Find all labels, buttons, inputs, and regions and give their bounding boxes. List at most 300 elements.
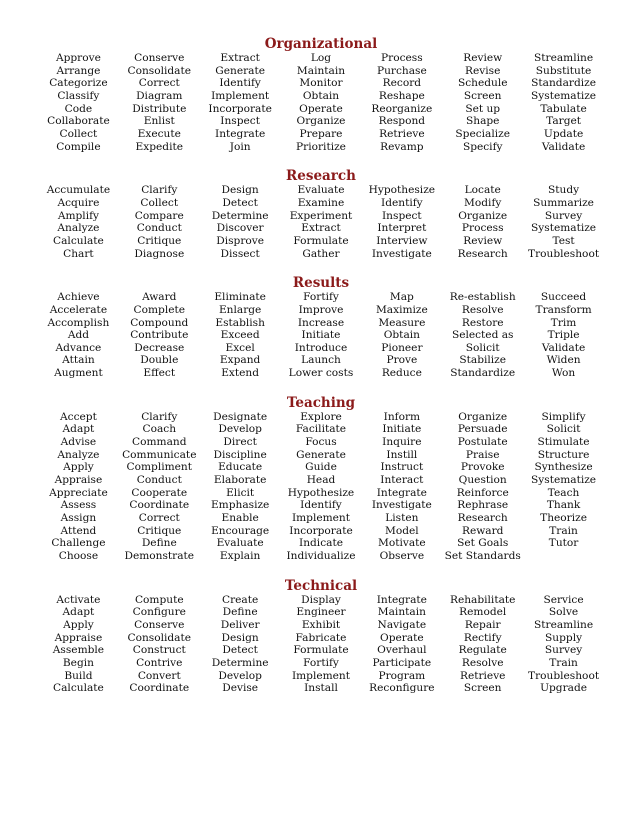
verb-cell: Coach xyxy=(142,423,177,436)
verb-cell: Train xyxy=(549,656,578,669)
verb-cell: Develop xyxy=(218,669,262,682)
verb-cell: Extract xyxy=(301,222,341,235)
verb-cell: Upgrade xyxy=(540,682,588,695)
word-grid-technical xyxy=(38,594,604,695)
verb-cell: Instill xyxy=(386,448,418,461)
verb-cell: Extract xyxy=(220,52,260,64)
verb-cell: Analyze xyxy=(57,448,100,461)
verb-cell: Develop xyxy=(218,423,262,436)
verb-cell: Conduct xyxy=(136,222,182,235)
verb-cell: Indicate xyxy=(299,537,343,550)
verb-cell: Survey xyxy=(544,644,583,657)
verb-cell: Succeed xyxy=(540,291,587,304)
verb-cell: Operate xyxy=(299,102,343,115)
verb-cell: Implement xyxy=(291,512,351,525)
verb-cell: Measure xyxy=(378,316,426,329)
verb-cell: Correct xyxy=(138,512,180,525)
verb-cell: Regulate xyxy=(458,644,507,657)
verb-cell: Critique xyxy=(137,524,182,537)
verb-cell: Rectify xyxy=(463,631,502,644)
action-verbs-document xyxy=(38,37,604,695)
verb-cell: Explore xyxy=(300,410,342,423)
verb-cell: Streamline xyxy=(534,618,594,631)
verb-cell: Teach xyxy=(547,486,580,499)
verb-cell: Modify xyxy=(464,196,502,209)
verb-cell: Interview xyxy=(376,234,428,247)
verb-cell: Encourage xyxy=(211,524,270,537)
verb-cell: Discover xyxy=(216,222,264,235)
verb-cell: Classify xyxy=(57,89,100,102)
verb-cell: Categorize xyxy=(49,77,108,90)
verb-cell: Service xyxy=(543,593,584,606)
verb-cell: Lower costs xyxy=(288,367,354,380)
verb-cell: Effect xyxy=(143,367,176,380)
verb-cell: Instruct xyxy=(380,461,424,474)
verb-cell: Advise xyxy=(60,436,97,449)
verb-cell: Participate xyxy=(372,656,432,669)
verb-cell: Organize xyxy=(458,410,508,423)
verb-cell: Attain xyxy=(62,354,95,367)
verb-cell: Investigate xyxy=(371,499,432,512)
verb-cell: Initiate xyxy=(301,329,341,342)
section-research xyxy=(38,169,604,260)
verb-cell: Investigate xyxy=(371,247,432,260)
verb-cell: Detect xyxy=(222,196,258,209)
verb-cell: Process xyxy=(461,222,504,235)
verb-cell: Decrease xyxy=(134,341,185,354)
verb-cell: Exhibit xyxy=(301,618,341,631)
verb-cell: Operate xyxy=(380,631,424,644)
verb-cell: Generate xyxy=(215,64,265,77)
verb-cell: Substitute xyxy=(535,64,592,77)
verb-cell: Launch xyxy=(301,354,341,367)
verb-cell: Define xyxy=(141,537,177,550)
verb-cell: Extend xyxy=(221,367,260,380)
verb-cell: Theorize xyxy=(540,512,587,525)
verb-cell: Formulate xyxy=(293,234,349,247)
verb-cell: Approve xyxy=(55,52,101,64)
verb-cell: Critique xyxy=(137,234,182,247)
verb-cell: Model xyxy=(385,524,419,537)
section-teaching xyxy=(38,396,604,563)
verb-cell: Create xyxy=(221,593,259,606)
verb-cell: Attend xyxy=(60,524,97,537)
verb-cell: Apply xyxy=(63,618,94,631)
verb-cell: Maintain xyxy=(377,606,426,619)
verb-cell: Inspect xyxy=(382,209,422,222)
verb-cell: Interpret xyxy=(377,222,427,235)
verb-cell: Collect xyxy=(59,127,98,140)
verb-cell: Award xyxy=(142,291,177,304)
verb-cell: Challenge xyxy=(51,537,106,550)
verb-cell: Contribute xyxy=(130,329,189,342)
verb-cell: Diagram xyxy=(136,89,183,102)
verb-cell: Compile xyxy=(56,140,101,153)
verb-cell: Incorporate xyxy=(289,524,353,537)
verb-cell: Inform xyxy=(383,410,421,423)
verb-cell: Elaborate xyxy=(213,474,267,487)
verb-cell: Tabulate xyxy=(540,102,587,115)
verb-cell: Study xyxy=(548,184,580,197)
verb-cell: Retrieve xyxy=(379,127,425,140)
word-grid-research xyxy=(38,184,604,260)
verb-cell: Complete xyxy=(133,303,186,316)
verb-cell: Apply xyxy=(63,461,94,474)
verb-cell: Maximize xyxy=(375,303,428,316)
verb-cell: Eliminate xyxy=(214,291,266,304)
verb-cell: Reinforce xyxy=(456,486,509,499)
verb-cell: Install xyxy=(304,682,338,695)
verb-cell: Reward xyxy=(461,524,504,537)
verb-cell: Review xyxy=(463,234,503,247)
verb-cell: Build xyxy=(64,669,93,682)
verb-cell: Determine xyxy=(211,656,269,669)
verb-cell: Consolidate xyxy=(127,64,192,77)
verb-cell: Log xyxy=(310,52,332,64)
verb-cell: Accomplish xyxy=(47,316,110,329)
verb-cell: Inquire xyxy=(382,436,422,449)
verb-cell: Shape xyxy=(465,115,500,128)
verb-cell: Double xyxy=(140,354,179,367)
verb-cell: Solve xyxy=(548,606,579,619)
verb-cell: Troubleshoot xyxy=(528,669,600,682)
verb-cell: Validate xyxy=(541,341,586,354)
verb-cell: Observe xyxy=(379,550,425,562)
verb-cell: Demonstrate xyxy=(124,550,195,562)
verb-cell: Reorganize xyxy=(371,102,433,115)
verb-cell: Validate xyxy=(541,140,586,153)
verb-cell: Restore xyxy=(461,316,504,329)
verb-cell: Screen xyxy=(463,89,502,102)
verb-cell: Inspect xyxy=(220,115,260,128)
verb-cell: Adapt xyxy=(62,606,95,619)
verb-cell: Generate xyxy=(296,448,346,461)
word-grid-teaching xyxy=(38,411,604,563)
verb-cell: Incorporate xyxy=(208,102,272,115)
verb-cell: Acquire xyxy=(57,196,100,209)
verb-cell: Deliver xyxy=(220,618,260,631)
verb-cell: Elicit xyxy=(226,486,255,499)
verb-cell: Join xyxy=(229,140,251,153)
verb-cell: Augment xyxy=(54,367,103,380)
verb-cell: Distribute xyxy=(132,102,187,115)
verb-cell: Define xyxy=(222,606,258,619)
verb-cell: Enlarge xyxy=(218,303,262,316)
verb-cell: Coordinate xyxy=(129,682,190,695)
verb-cell: Guide xyxy=(305,461,337,474)
verb-cell: Praise xyxy=(465,448,500,461)
verb-cell: Hypothesize xyxy=(368,184,436,197)
verb-cell: Chart xyxy=(63,247,94,260)
verb-cell: Clarify xyxy=(141,410,178,423)
verb-cell: Appraise xyxy=(54,631,103,644)
verb-cell: Solicit xyxy=(465,341,500,354)
verb-cell: Reconfigure xyxy=(369,682,435,695)
verb-cell: Advance xyxy=(55,341,102,354)
verb-cell: Display xyxy=(301,593,341,606)
verb-cell: Structure xyxy=(537,448,590,461)
verb-cell: Compliment xyxy=(126,461,193,474)
verb-cell: Accumulate xyxy=(46,184,111,197)
verb-cell: Repair xyxy=(464,618,501,631)
verb-cell: Revise xyxy=(465,64,501,77)
verb-cell: Purchase xyxy=(376,64,427,77)
verb-cell: Solicit xyxy=(546,423,581,436)
verb-cell: Adapt xyxy=(62,423,95,436)
verb-cell: Stabilize xyxy=(459,354,507,367)
verb-cell: Coordinate xyxy=(129,499,190,512)
section-technical xyxy=(38,579,604,695)
verb-cell: Target xyxy=(546,115,582,128)
verb-cell: Troubleshoot xyxy=(528,247,600,260)
verb-cell: Communicate xyxy=(122,448,197,461)
verb-cell: Activate xyxy=(56,593,101,606)
verb-cell: Test xyxy=(552,234,575,247)
verb-cell: Clarify xyxy=(141,184,178,197)
verb-cell: Implement xyxy=(211,89,270,102)
verb-cell: Prove xyxy=(386,354,418,367)
verb-cell: Synthesize xyxy=(534,461,593,474)
verb-cell: Add xyxy=(67,329,90,342)
verb-cell: Examine xyxy=(297,196,345,209)
verb-cell: Compound xyxy=(130,316,189,329)
verb-cell: Appreciate xyxy=(49,486,108,499)
verb-cell: Prioritize xyxy=(296,140,346,153)
verb-cell: Program xyxy=(378,669,426,682)
verb-cell: Provoke xyxy=(460,461,505,474)
verb-cell: Summarize xyxy=(533,196,594,209)
verb-cell: Accelerate xyxy=(49,303,108,316)
verb-cell: Assemble xyxy=(52,644,105,657)
verb-cell: Revamp xyxy=(380,140,424,153)
verb-cell: Introduce xyxy=(294,341,348,354)
verb-cell: Begin xyxy=(62,656,94,669)
verb-cell: Analyze xyxy=(57,222,100,235)
verb-cell: Interact xyxy=(380,474,424,487)
verb-cell: Survey xyxy=(544,209,583,222)
verb-cell: Integrate xyxy=(215,127,266,140)
verb-cell: Diagnose xyxy=(134,247,185,260)
verb-cell: Conserve xyxy=(134,618,185,631)
verb-cell: Maintain xyxy=(296,64,346,77)
verb-cell: Evaluate xyxy=(216,537,264,550)
verb-cell: Specify xyxy=(462,140,503,153)
verb-cell: Conduct xyxy=(136,474,182,487)
verb-cell: Standardize xyxy=(450,367,516,380)
section-results xyxy=(38,276,604,380)
verb-cell: Standardize xyxy=(531,77,596,90)
verb-cell: Rehabilitate xyxy=(449,593,516,606)
verb-cell: Persuade xyxy=(457,423,508,436)
verb-cell: Head xyxy=(306,474,336,487)
verb-cell: Set Standards xyxy=(444,550,521,562)
verb-cell: Motivate xyxy=(378,537,426,550)
verb-cell: Postulate xyxy=(457,436,508,449)
verb-cell: Tutor xyxy=(548,537,579,550)
verb-cell: Update xyxy=(543,127,584,140)
verb-cell: Fortify xyxy=(303,291,339,304)
verb-cell: Train xyxy=(549,524,578,537)
verb-cell: Execute xyxy=(137,127,181,140)
verb-cell: Won xyxy=(551,367,576,380)
verb-cell: Explain xyxy=(219,550,261,562)
verb-cell: Question xyxy=(458,474,507,487)
verb-cell: Hypothesize xyxy=(287,486,355,499)
verb-cell: Re-establish xyxy=(449,291,516,304)
verb-cell: Arrange xyxy=(56,64,101,77)
verb-cell: Disprove xyxy=(216,234,265,247)
verb-cell: Enable xyxy=(221,512,259,525)
verb-cell: Discipline xyxy=(213,448,267,461)
verb-cell: Formulate xyxy=(293,644,349,657)
verb-cell: Excel xyxy=(225,341,255,354)
verb-cell: Design xyxy=(221,631,259,644)
verb-cell: Review xyxy=(463,52,503,64)
verb-cell: Determine xyxy=(211,209,269,222)
verb-cell: Remodel xyxy=(459,606,507,619)
verb-cell: Cooperate xyxy=(131,486,188,499)
verb-cell: Dissect xyxy=(220,247,260,260)
verb-cell xyxy=(523,550,604,563)
verb-cell: Reduce xyxy=(381,367,422,380)
verb-cell: Devise xyxy=(222,682,259,695)
verb-cell: Compute xyxy=(134,593,184,606)
verb-cell: Initiate xyxy=(382,423,422,436)
verb-cell: Set up xyxy=(465,102,501,115)
verb-cell: Appraise xyxy=(54,474,103,487)
verb-cell: Assess xyxy=(60,499,97,512)
verb-cell: Detect xyxy=(222,644,258,657)
verb-cell: Transform xyxy=(535,303,592,316)
verb-cell: Achieve xyxy=(57,291,100,304)
verb-cell: Engineer xyxy=(296,606,346,619)
verb-cell: Research xyxy=(457,512,508,525)
verb-cell: Accept xyxy=(60,410,97,423)
verb-cell: Implement xyxy=(291,669,351,682)
verb-cell: Exceed xyxy=(220,329,260,342)
verb-cell: Navigate xyxy=(377,618,427,631)
verb-cell: Facilitate xyxy=(295,423,347,436)
verb-cell: Convert xyxy=(137,669,181,682)
verb-cell: Assign xyxy=(60,512,97,525)
verb-cell: Organize xyxy=(458,209,508,222)
verb-cell: Systematize xyxy=(531,222,597,235)
section-organizational xyxy=(38,37,604,153)
verb-cell: Expand xyxy=(219,354,261,367)
verb-cell: Simplify xyxy=(541,410,586,423)
verb-cell: Identify xyxy=(219,77,261,90)
verb-cell: Prepare xyxy=(299,127,343,140)
section-title-technical: Technical xyxy=(284,577,358,594)
section-title-research: Research xyxy=(286,168,356,185)
verb-cell: Enlist xyxy=(143,115,175,128)
verb-cell: Resolve xyxy=(461,656,504,669)
verb-cell: Educate xyxy=(218,461,263,474)
verb-cell: Thank xyxy=(546,499,581,512)
verb-cell: Code xyxy=(64,102,93,115)
word-grid-results xyxy=(38,291,604,380)
verb-cell: Overhaul xyxy=(377,644,427,657)
verb-cell: Identify xyxy=(381,196,423,209)
verb-cell: Map xyxy=(389,291,414,304)
verb-cell: Pioneer xyxy=(381,341,423,354)
verb-cell: Fortify xyxy=(303,656,339,669)
verb-cell: Choose xyxy=(58,550,99,562)
verb-cell: Process xyxy=(381,52,423,64)
verb-cell: Systematize xyxy=(531,89,597,102)
verb-cell: Collect xyxy=(140,196,179,209)
verb-cell: Obtain xyxy=(383,329,420,342)
verb-cell: Design xyxy=(221,184,259,197)
verb-cell: Research xyxy=(457,247,508,260)
verb-cell: Obtain xyxy=(302,89,340,102)
verb-cell: Supply xyxy=(545,631,583,644)
verb-cell: Calculate xyxy=(53,682,104,695)
verb-cell: Correct xyxy=(138,77,180,90)
verb-cell: Experiment xyxy=(289,209,353,222)
verb-cell: Consolidate xyxy=(127,631,192,644)
verb-cell: Increase xyxy=(297,316,345,329)
section-title-organizational: Organizational xyxy=(264,36,378,52)
verb-cell: Specialize xyxy=(455,127,510,140)
verb-cell: Integrate xyxy=(376,486,427,499)
verb-cell: Organize xyxy=(296,115,346,128)
verb-cell: Evaluate xyxy=(297,184,345,197)
verb-cell: Reshape xyxy=(378,89,425,102)
verb-cell: Record xyxy=(382,77,422,90)
verb-cell: Improve xyxy=(298,303,344,316)
verb-cell: Collaborate xyxy=(47,115,110,128)
verb-cell: Amplify xyxy=(57,209,99,222)
word-grid-organizational xyxy=(38,52,604,153)
verb-cell: Integrate xyxy=(376,593,427,606)
verb-cell: Calculate xyxy=(53,234,104,247)
verb-cell: Compare xyxy=(134,209,184,222)
verb-cell: Widen xyxy=(546,354,581,367)
verb-cell: Schedule xyxy=(457,77,508,90)
verb-cell: Contrive xyxy=(136,656,183,669)
section-title-results: Results xyxy=(292,275,350,292)
verb-cell: Systematize xyxy=(531,474,597,487)
verb-cell: Emphasize xyxy=(210,499,270,512)
verb-cell: Focus xyxy=(305,436,337,449)
verb-cell: Establish xyxy=(215,316,265,329)
verb-cell: Conserve xyxy=(134,52,185,64)
verb-cell: Respond xyxy=(378,115,426,128)
verb-cell: Resolve xyxy=(461,303,504,316)
verb-cell: Identify xyxy=(300,499,342,512)
verb-cell: Fabricate xyxy=(295,631,347,644)
verb-cell: Stimulate xyxy=(537,436,590,449)
verb-cell: Locate xyxy=(464,184,501,197)
verb-cell: Individualize xyxy=(286,550,356,562)
verb-cell: Triple xyxy=(547,329,580,342)
verb-cell: Configure xyxy=(132,606,186,619)
verb-cell: Set Goals xyxy=(457,537,509,550)
verb-cell: Selected as xyxy=(451,329,514,342)
verb-cell: Gather xyxy=(302,247,340,260)
verb-cell: Screen xyxy=(463,682,502,695)
section-title-teaching: Teaching xyxy=(286,394,356,411)
verb-cell: Designate xyxy=(213,410,268,423)
verb-cell: Streamline xyxy=(534,52,594,64)
verb-cell: Expedite xyxy=(135,140,183,153)
verb-cell: Command xyxy=(132,436,187,449)
verb-cell: Construct xyxy=(132,644,186,657)
verb-cell: Retrieve xyxy=(459,669,506,682)
verb-cell: Direct xyxy=(223,436,257,449)
verb-cell: Rephrase xyxy=(457,499,509,512)
